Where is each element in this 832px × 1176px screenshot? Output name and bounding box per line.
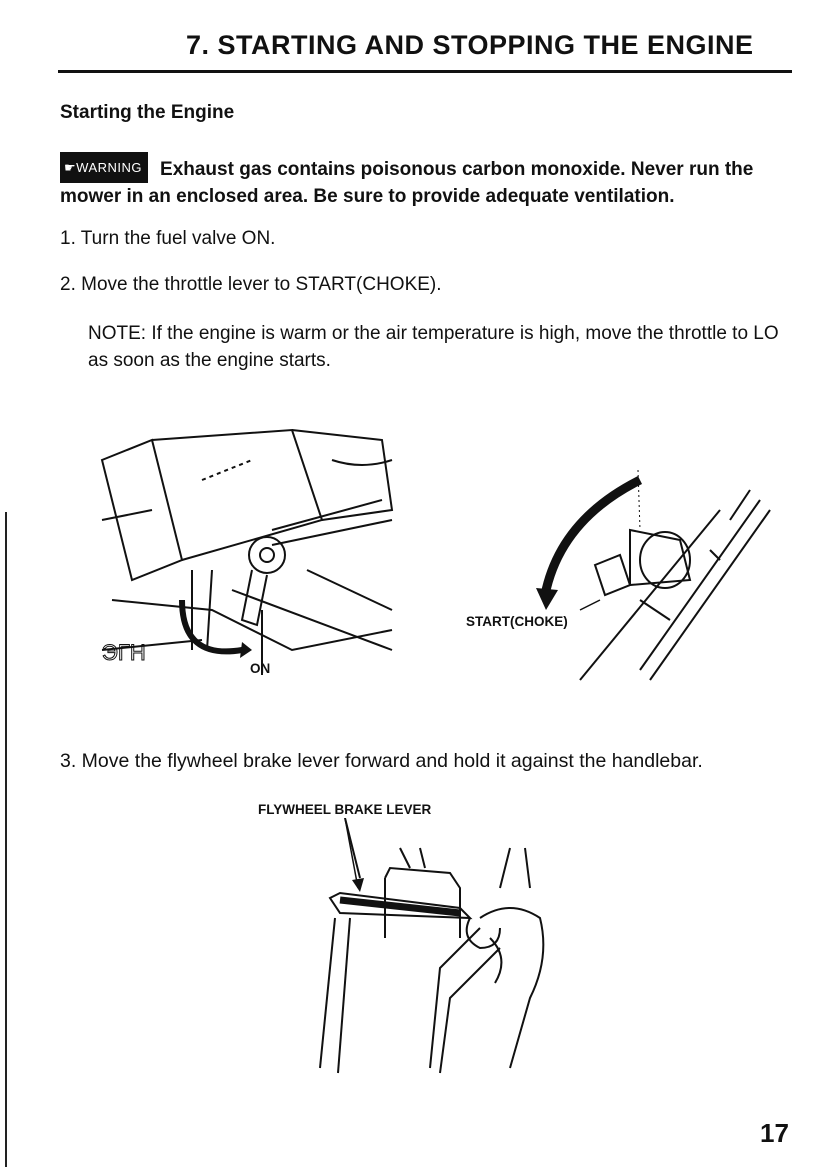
svg-text:ЭΓΗ: ЭΓΗ: [102, 640, 146, 665]
flywheel-brake-illustration: [300, 818, 580, 1080]
note: NOTE: If the engine is warm or the air temperature is high, move the throttle to LO as soon as the engine starts.: [88, 323, 779, 371]
fuel-valve-illustration: [92, 420, 402, 690]
title-divider: [58, 70, 792, 73]
page-edge-line: [5, 512, 7, 1167]
step-3: 3. Move the flywheel brake lever forward and hold it against the handlebar.: [60, 750, 703, 772]
warning-badge: [60, 152, 148, 183]
page-number: 17: [760, 1118, 789, 1148]
warning-text: Exhaust gas contains poisonous carbon monoxide. Never run the mower in an enclosed area. Be sure to provide adequate ventilation.: [60, 159, 754, 207]
section-heading: Starting the Engine: [60, 102, 235, 123]
warning-badge-label: WARNING: [76, 160, 143, 175]
throttle-lever-illustration: [520, 460, 780, 690]
step-1: 1. Turn the fuel valve ON.: [60, 228, 276, 249]
fuel-valve-on-label: ON: [250, 661, 271, 676]
warning-hand-icon: ☛: [64, 160, 77, 175]
page-title: 7. STARTING AND STOPPING THE ENGINE: [186, 30, 754, 60]
warning-block: [60, 152, 790, 210]
step-2: 2. Move the throttle lever to START(CHOKE).: [60, 274, 442, 295]
throttle-start-choke-label: START(CHOKE): [466, 614, 568, 629]
flywheel-brake-lever-label: FLYWHEEL BRAKE LEVER: [258, 802, 432, 817]
